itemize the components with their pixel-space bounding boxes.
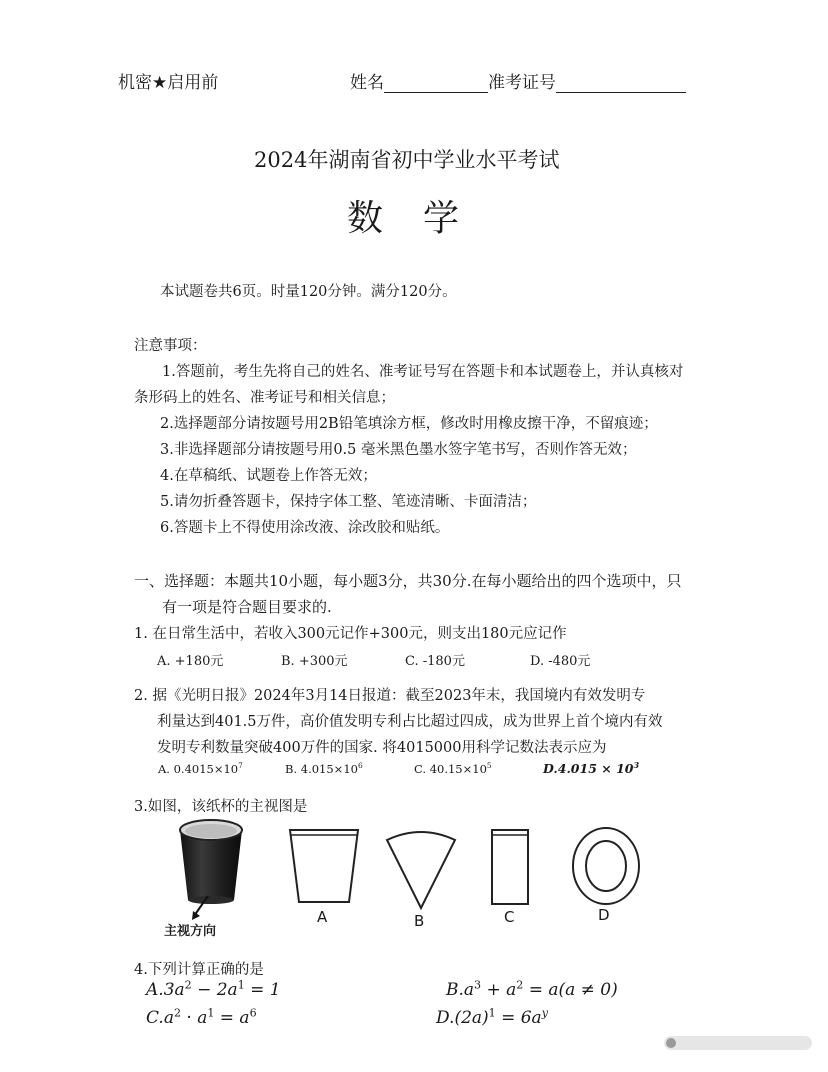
note-item: 2.选择题部分请按题号用2B铅笔填涂方框，修改时用橡皮擦干净，不留痕迹； — [160, 416, 658, 432]
note-item: 6.答题卡上不得使用涂改液、涂改胶和贴纸。 — [160, 520, 450, 536]
q3-option-c-figure — [486, 826, 534, 908]
intro-text: 本试题卷共6页。时量120分钟。满分120分。 — [160, 284, 457, 300]
id-blank — [556, 76, 686, 93]
note-item: 3.非选择题部分请按题号用0.5 毫米黑色墨水签字笔书写，否则作答无效； — [160, 442, 637, 458]
notes-heading: 注意事项： — [134, 338, 207, 354]
name-label: 姓名 — [350, 73, 384, 93]
note-item: 条形码上的姓名、准考证号和相关信息； — [134, 390, 395, 406]
q1-option-c: C. -180元 — [405, 654, 465, 669]
q3-option-c-label: C — [504, 908, 515, 926]
candidate-info — [350, 68, 686, 93]
q4-option-d: $D.(2a)^1 = 6a^y$ — [436, 1006, 548, 1028]
name-blank — [384, 76, 488, 93]
q2-option-b: B. $4.015\times 10^6$ — [285, 761, 363, 776]
q3-option-d-label: D — [598, 906, 610, 924]
page-scroll-indicator[interactable] — [664, 1036, 812, 1050]
q3-option-b-label: B — [414, 912, 425, 930]
q3-option-a-figure — [286, 826, 362, 906]
q3-option-a-label: A — [317, 908, 328, 926]
q3-stem: 3.如图，该纸杯的主视图是 — [134, 799, 308, 815]
section-heading: 一、选择题：本题共10小题，每小题3分，共30分.在每小题给出的四个选项中，只 — [134, 572, 682, 590]
q4-option-b: $B.a^3 + a^2 = a(a \ne 0)$ — [446, 978, 618, 1000]
q2-option-c: C. $40.15\times 10^5$ — [414, 761, 492, 776]
q3-option-d-figure — [570, 824, 642, 908]
q4-option-c: $C.a^2 \cdot a^1 = a^6$ — [146, 1006, 257, 1028]
q4-option-a: $A.3a^2 - 2a^1 = 1$ — [146, 978, 281, 1000]
q1-option-d: D. -480元 — [530, 654, 591, 669]
section-heading-cont: 有一项是符合题目要求的. — [162, 598, 332, 616]
q2-option-d: $D.4.015 \times 10^3$ — [543, 759, 640, 776]
indicator-thumb — [666, 1038, 676, 1048]
secrecy-label: 机密★启用前 — [118, 73, 219, 93]
q2-stem-line: 2. 据《光明日报》2024年3月14日报道：截至2023年末，我国境内有效发明专 — [134, 688, 646, 704]
q2-stem-line: 发明专利数量突破400万件的国家. 将4015000用科学记数法表示应为 — [157, 740, 607, 756]
q2-option-a: A. $0.4015\times 10^7$ — [158, 761, 243, 776]
view-direction-caption: 主视方向 — [164, 924, 217, 939]
q1-stem: 1. 在日常生活中，若收入300元记作+300元，则支出180元应记作 — [134, 626, 567, 642]
note-item: 4.在草稿纸、试题卷上作答无效； — [160, 468, 377, 484]
subject-title: 数 学 — [347, 198, 462, 239]
q1-option-b: B. +300元 — [281, 654, 348, 669]
q1-option-a: A. +180元 — [157, 654, 224, 669]
note-item: 1.答题前，考生先将自己的姓名、准考证号写在答题卡和本试题卷上，并认真核对 — [162, 364, 684, 380]
q2-stem-line: 利量达到401.5万件，高价值发明专利占比超过四成，成为世界上首个境内有效 — [157, 714, 663, 730]
exam-title: 2024年湖南省初中学业水平考试 — [254, 148, 560, 172]
id-label: 准考证号 — [488, 73, 556, 93]
q3-option-b-figure — [384, 826, 458, 912]
note-item: 5.请勿折叠答题卡，保持字体工整、笔迹清晰、卡面清洁； — [160, 494, 537, 510]
q4-stem: 4.下列计算正确的是 — [134, 962, 264, 978]
